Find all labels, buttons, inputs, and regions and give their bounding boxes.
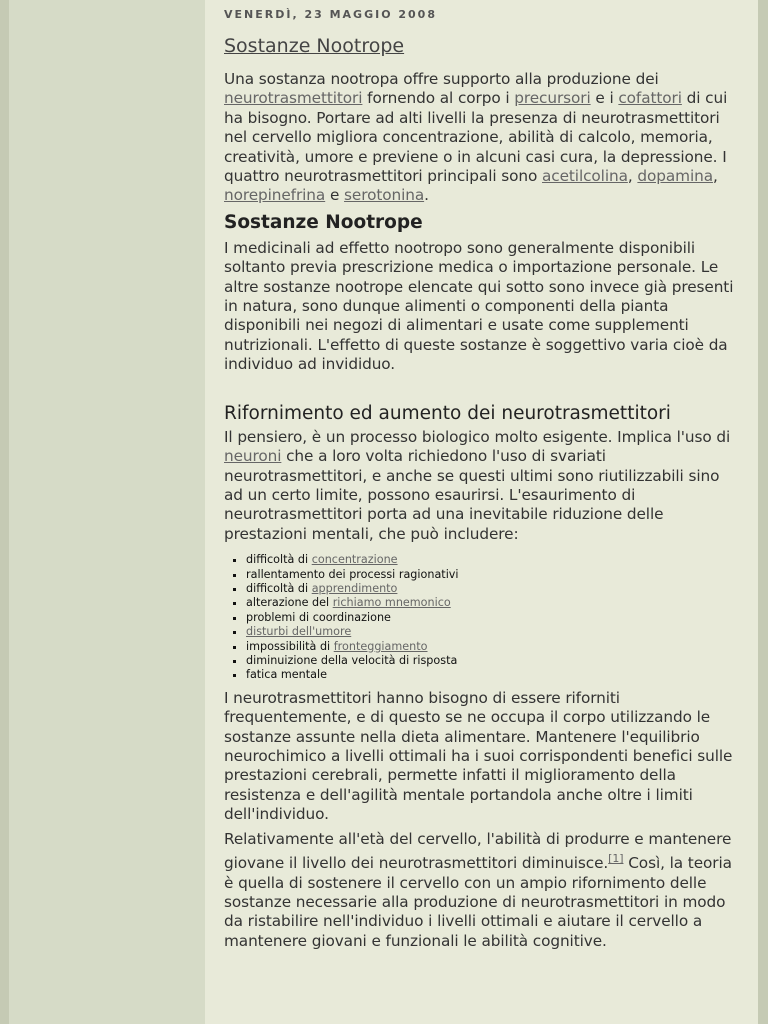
link-concentrazione[interactable]: concentrazione: [311, 553, 398, 567]
link-norepinefrina[interactable]: norepinefrina: [224, 186, 326, 205]
page-left-border: [0, 0, 9, 1024]
link-richiamo-mnemonico[interactable]: richiamo mnemonico: [332, 596, 451, 610]
eta-paragraph: Relativamente all'età del cervello, l'abilità di produrre e mantenere giovane il livello dei neurotrasmettitori diminuisce.[1] Così, la teoria è quella di sostenere il cervello con un ampio rifornimento delle sostanze necessarie alla produzione di neurotrasmettitori in modo da ristabilire nell'individuo i livelli ottimali e aiutare il cervello a mantenere giovani e funzionali le abilità cognitive.: [224, 829, 732, 950]
list-item: ▪ diminuizione della velocità di risposta: [246, 654, 740, 668]
link-acetilcolina[interactable]: acetilcolina: [542, 167, 628, 186]
link-apprendimento[interactable]: apprendimento: [311, 581, 398, 595]
list-item: ▪ rallentamento dei processi ragionativi: [246, 568, 740, 582]
list-item: ▪ impossibilità di fronteggiamento: [246, 640, 740, 654]
link-dopamina[interactable]: dopamina: [637, 167, 713, 186]
section-heading: Sostanze Nootrope: [224, 211, 423, 233]
pensiero-paragraph: Il pensiero, è un processo biologico molto esigente. Implica l'uso di neuroni che a loro volta richiedono l'uso di svariati neurotrasmettitori, e anche se questi ultimi sono riutilizzabili sino ad un certo limite, possono esaurirsi. L'esaurimento di neurotrasmettitori porta ad una inevitabile riduzione delle prestazioni mentali, che può includere:: [224, 427, 731, 543]
link-serotonina[interactable]: serotonina: [344, 186, 425, 205]
intro-paragraph: Una sostanza nootropa offre supporto alla produzione dei neurotrasmettitori fornendo al corpo i precursori e i cofattori di cui ha bisogno. Portare ad alti livelli la presenza di neurotrasmettitori nel cervello migliora concentrazione, abilità di calcolo, memoria, creatività, umore e previene o in alcuni casi cura, la depressione. I quattro neurotrasmettitori principali sono acetilcolina, dopamina, norepinefrina e serotonina.: [224, 70, 728, 205]
list-item: ▪ difficoltà di concentrazione: [246, 553, 740, 567]
list-item: [246, 625, 740, 639]
post-title-link[interactable]: Sostanze Nootrope: [224, 35, 405, 57]
link-fronteggiamento[interactable]: fronteggiamento: [333, 639, 428, 653]
link-precursori[interactable]: precursori: [514, 89, 591, 108]
link-cofattori[interactable]: cofattori: [618, 89, 682, 108]
page-right-border: [758, 0, 768, 1024]
link-neurotrasmettitori[interactable]: neurotrasmettitori: [224, 89, 363, 108]
list-item: ▪ alterazione del richiamo mnemonico: [246, 596, 740, 610]
post-content: [224, 0, 740, 951]
symptom-list: [224, 553, 740, 683]
medicinali-paragraph: I medicinali ad effetto nootropo sono generalmente disponibili soltanto previa prescrizione medica o importazione personale. Le altre sostanze nootrope elencate qui sotto sono invece già presenti in natura, sono dunque alimenti o componenti della pianta disponibili nei negozi di alimentari e usate come supplementi nutrizionali. L'effetto di queste sostanze è soggettivo varia cioè da individuo ad invididuo.: [224, 238, 734, 374]
subsection-heading: Rifornimento ed aumento dei neurotrasmettitori: [224, 402, 671, 424]
main-column: [205, 0, 758, 1024]
link-disturbi-umore[interactable]: disturbi dell'umore: [246, 625, 352, 639]
list-item: ▪ difficoltà di apprendimento: [246, 582, 740, 596]
footnote-ref-link[interactable]: [1]: [608, 852, 624, 866]
link-neuroni[interactable]: neuroni: [224, 447, 282, 466]
post-date: VENERDÌ, 23 MAGGIO 2008: [224, 8, 437, 21]
rifornimento-paragraph: I neurotrasmettitori hanno bisogno di essere riforniti frequentemente, e di questo se ne occupa il corpo utilizzando le sostanze assunte nella dieta alimentare. Mantenere l'equilibrio neurochimico a livelli ottimali ha i suoi corrispondenti benefici sulle prestazioni cerebrali, permette infatti il miglioramento della resistenza e dell'agilità mentale portandola anche oltre i limiti dell'individuo.: [224, 688, 733, 824]
list-item: ▪ problemi di coordinazione: [246, 611, 740, 625]
list-item: ▪ fatica mentale: [246, 668, 740, 682]
sidebar: [9, 0, 205, 1024]
